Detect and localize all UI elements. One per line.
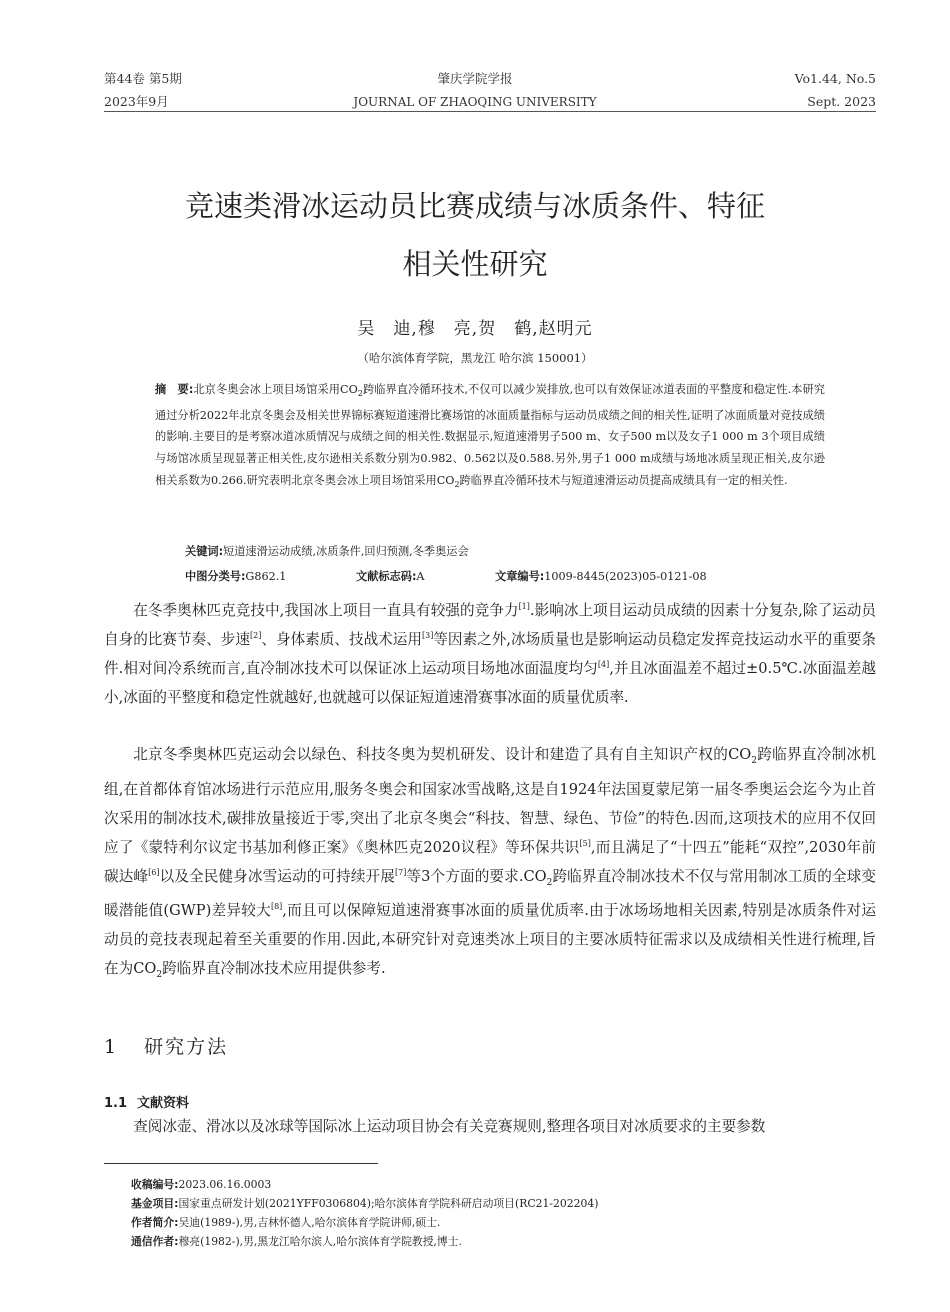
co2-subscript: 2 <box>546 877 553 888</box>
text-run: 在冬季奥林匹克竞技中,我国冰上项目一直具有较强的竞争力 <box>133 602 519 619</box>
body-paragraph-2 <box>104 741 876 990</box>
subsection-title: 文献资料 <box>137 1096 190 1111</box>
issue-date-en: Sept. 2023 <box>807 94 876 109</box>
citation: [8] <box>270 902 283 912</box>
text-run: .影响冰上项目运动员成绩的因素十分复杂,除了运动员自身的比赛节奏、步速 <box>104 602 876 648</box>
footnote-fund <box>131 1194 876 1214</box>
text-run: 、身体素质、技战术运用 <box>261 630 422 648</box>
doc-code-value: A <box>416 570 425 583</box>
citation: [3] <box>421 630 434 640</box>
co2-subscript: 2 <box>156 970 163 981</box>
body-paragraph-3: 查阅冰壶、滑冰以及冰球等国际冰上运动项目协会有关竞赛规则,整理各项目对冰质要求的主要参数 <box>133 1118 766 1135</box>
citation: [5] <box>579 838 591 848</box>
volume-issue: 第44卷 第5期 <box>104 71 182 86</box>
co2-subscript: 2 <box>751 755 757 766</box>
citation: [6] <box>148 867 160 877</box>
text-run: 等因素之外,冰场质量也是影响运动员稳定发挥竞技运动水平的重要条件.相对间冷系统而言,直冷制冰技术可以保证冰上运动项目场地冰面温度均匀 <box>104 630 876 677</box>
footnote-text: 穆亮(1982-),男,黑龙江哈尔滨人,哈尔滨体育学院教授,博士. <box>178 1235 462 1248</box>
abstract-label: 摘 要: <box>155 383 194 396</box>
keywords-text: 短道速滑运动成绩,冰质条件,回归预测,冬季奥运会 <box>223 545 469 558</box>
text-run: 以及全民健身冰雪运动的可持续开展 <box>159 867 395 885</box>
co2-subscript: 2 <box>454 479 460 489</box>
paper-title-line1: 竞速类滑冰运动员比赛成绩与冰质条件、特征 <box>184 189 765 223</box>
clc-number <box>185 567 286 587</box>
document-code <box>356 567 425 587</box>
keywords-label: 关键词: <box>185 545 224 558</box>
keywords <box>185 542 825 562</box>
journal-name-en: JOURNAL OF ZHAOQING UNIVERSITY <box>353 95 597 109</box>
citation: [4] <box>597 659 610 669</box>
co2-subscript: 2 <box>357 389 363 399</box>
text-run: ,而且可以保障短道速滑赛事冰面的质量优质率.由于冰场场地相关因素,特别是冰质条件对运动员的竞技表现起着至关重要的作用.因此,本研究针对竞速类冰上项目的主要冰质特征需求以及成绩相关性进行梳理,旨在为CO <box>104 902 876 978</box>
section-number: 1 <box>104 1036 119 1058</box>
clc-label: 中图分类号: <box>185 570 246 583</box>
text-run: 跨临界直冷制冰技术应用提供参考. <box>162 960 386 978</box>
footnote-label: 收稿编号: <box>131 1178 179 1191</box>
footnote-label: 通信作者: <box>131 1235 179 1248</box>
affiliation: （哈尔滨体育学院，黑龙江 哈尔滨 150001） <box>357 351 593 365</box>
header-rule <box>104 111 876 112</box>
journal-name-cn: 肇庆学院学报 <box>437 71 513 86</box>
text-run: 等3个方面的要求.CO <box>406 867 547 885</box>
text-run: ,而且满足了“十四五”能耗“双控”,2030年前碳达峰 <box>104 838 876 885</box>
citation: [7] <box>394 867 407 877</box>
subsection-number: 1.1 <box>104 1096 128 1111</box>
text-run: 北京冬季奥林匹克运动会以绿色、科技冬奥为契机研发、设计和建造了具有自主知识产权的CO <box>133 746 752 763</box>
footnote-rule <box>104 1163 378 1164</box>
citation: [2] <box>250 630 262 640</box>
footnote-label: 作者简介: <box>131 1216 179 1229</box>
footnote-text: 2023.06.16.0003 <box>178 1178 272 1191</box>
text-run: 跨临界直冷制冰机组,在首都体育馆冰场进行示范应用,服务冬奥会和国家冰雪战略,这是自1924年法国夏蒙尼第一届冬季奥运会迄今为止首次采用的制冰技术,碳排放量接近于零,突出了北京冬奥会“科技、智慧、绿色、节俭”的特色.因而,这项技术的应用不仅回应了《蒙特利尔议定书基加利修正案》《奥林匹克2020议程》等环保共识 <box>104 746 876 856</box>
paper-title-line2: 相关性研究 <box>402 247 548 281</box>
footnote-corresponding <box>131 1232 876 1252</box>
citation: [1] <box>518 602 530 611</box>
issue-date: 2023年9月 <box>104 94 169 109</box>
article-number-value: 1009-8445(2023)05-0121-08 <box>544 570 707 583</box>
text-run: ,并且冰面温差不超过±0.5℃.冰面温差越小,冰面的平整度和稳定性就越好,也就越可以保证短道速滑赛事冰面的质量优质率. <box>104 659 877 706</box>
clc-value: G862.1 <box>245 570 287 583</box>
section-title: 研究方法 <box>144 1036 229 1058</box>
article-number <box>495 567 707 587</box>
footnote-text: 吴迪(1989-),男,吉林怀德人,哈尔滨体育学院讲师,硕士. <box>178 1216 441 1229</box>
author-list: 吴 迪,穆 亮,贺 鹤,赵明元 <box>357 319 593 339</box>
footnote-label: 基金项目: <box>131 1197 179 1210</box>
abstract <box>155 379 825 495</box>
footnote-received <box>131 1175 876 1195</box>
section-heading-1 <box>104 1032 228 1059</box>
abstract-text-part1: 北京冬奥会冰上项目场馆采用CO <box>193 383 358 396</box>
doc-code-label: 文献标志码: <box>356 570 417 583</box>
footnote-author <box>131 1213 876 1233</box>
body-paragraph-1 <box>104 597 876 713</box>
abstract-text-part3: 跨临界直冷循环技术与短道速滑运动员提高成绩具有一定的相关性. <box>459 473 788 487</box>
article-number-label: 文章编号: <box>495 570 545 583</box>
footnote-text: 国家重点研发计划(2021YFF0306804);哈尔滨体育学院科研启动项目(RC21-202204) <box>178 1197 599 1210</box>
volume-issue-en: Vo1.44, No.5 <box>794 71 876 86</box>
text-run: 跨临界直冷制冰技术不仅与常用制冰工质的全球变暖潜能值(GWP)差异较大 <box>104 867 876 920</box>
subsection-heading-1-1 <box>104 1092 189 1111</box>
abstract-text-part2: 跨临界直冷循环技术,不仅可以减少炭排放,也可以有效保证冰道表面的平整度和稳定性.本研究通过分析2022年北京冬奥会及相关世界锦标赛短道速滑比赛场馆的冰面质量指标与运动员成绩之间的相关性,证明了冰面质量对竞技成绩的影响.主要目的是考察冰道冰质情况与成绩之间的相关性.数据显示,短道速滑男子500 m、女子500 m以及女子1 000 m 3个项目成绩与场馆冰质呈现显著正相关性,皮尔逊相关系数分别为0.982、0.562以及0.588.另外,男子1 000 m成绩与场地冰质呈现正相关,皮尔逊相关系数为0.266.研究表明北京冬奥会冰上项目场馆采用CO <box>155 383 825 487</box>
